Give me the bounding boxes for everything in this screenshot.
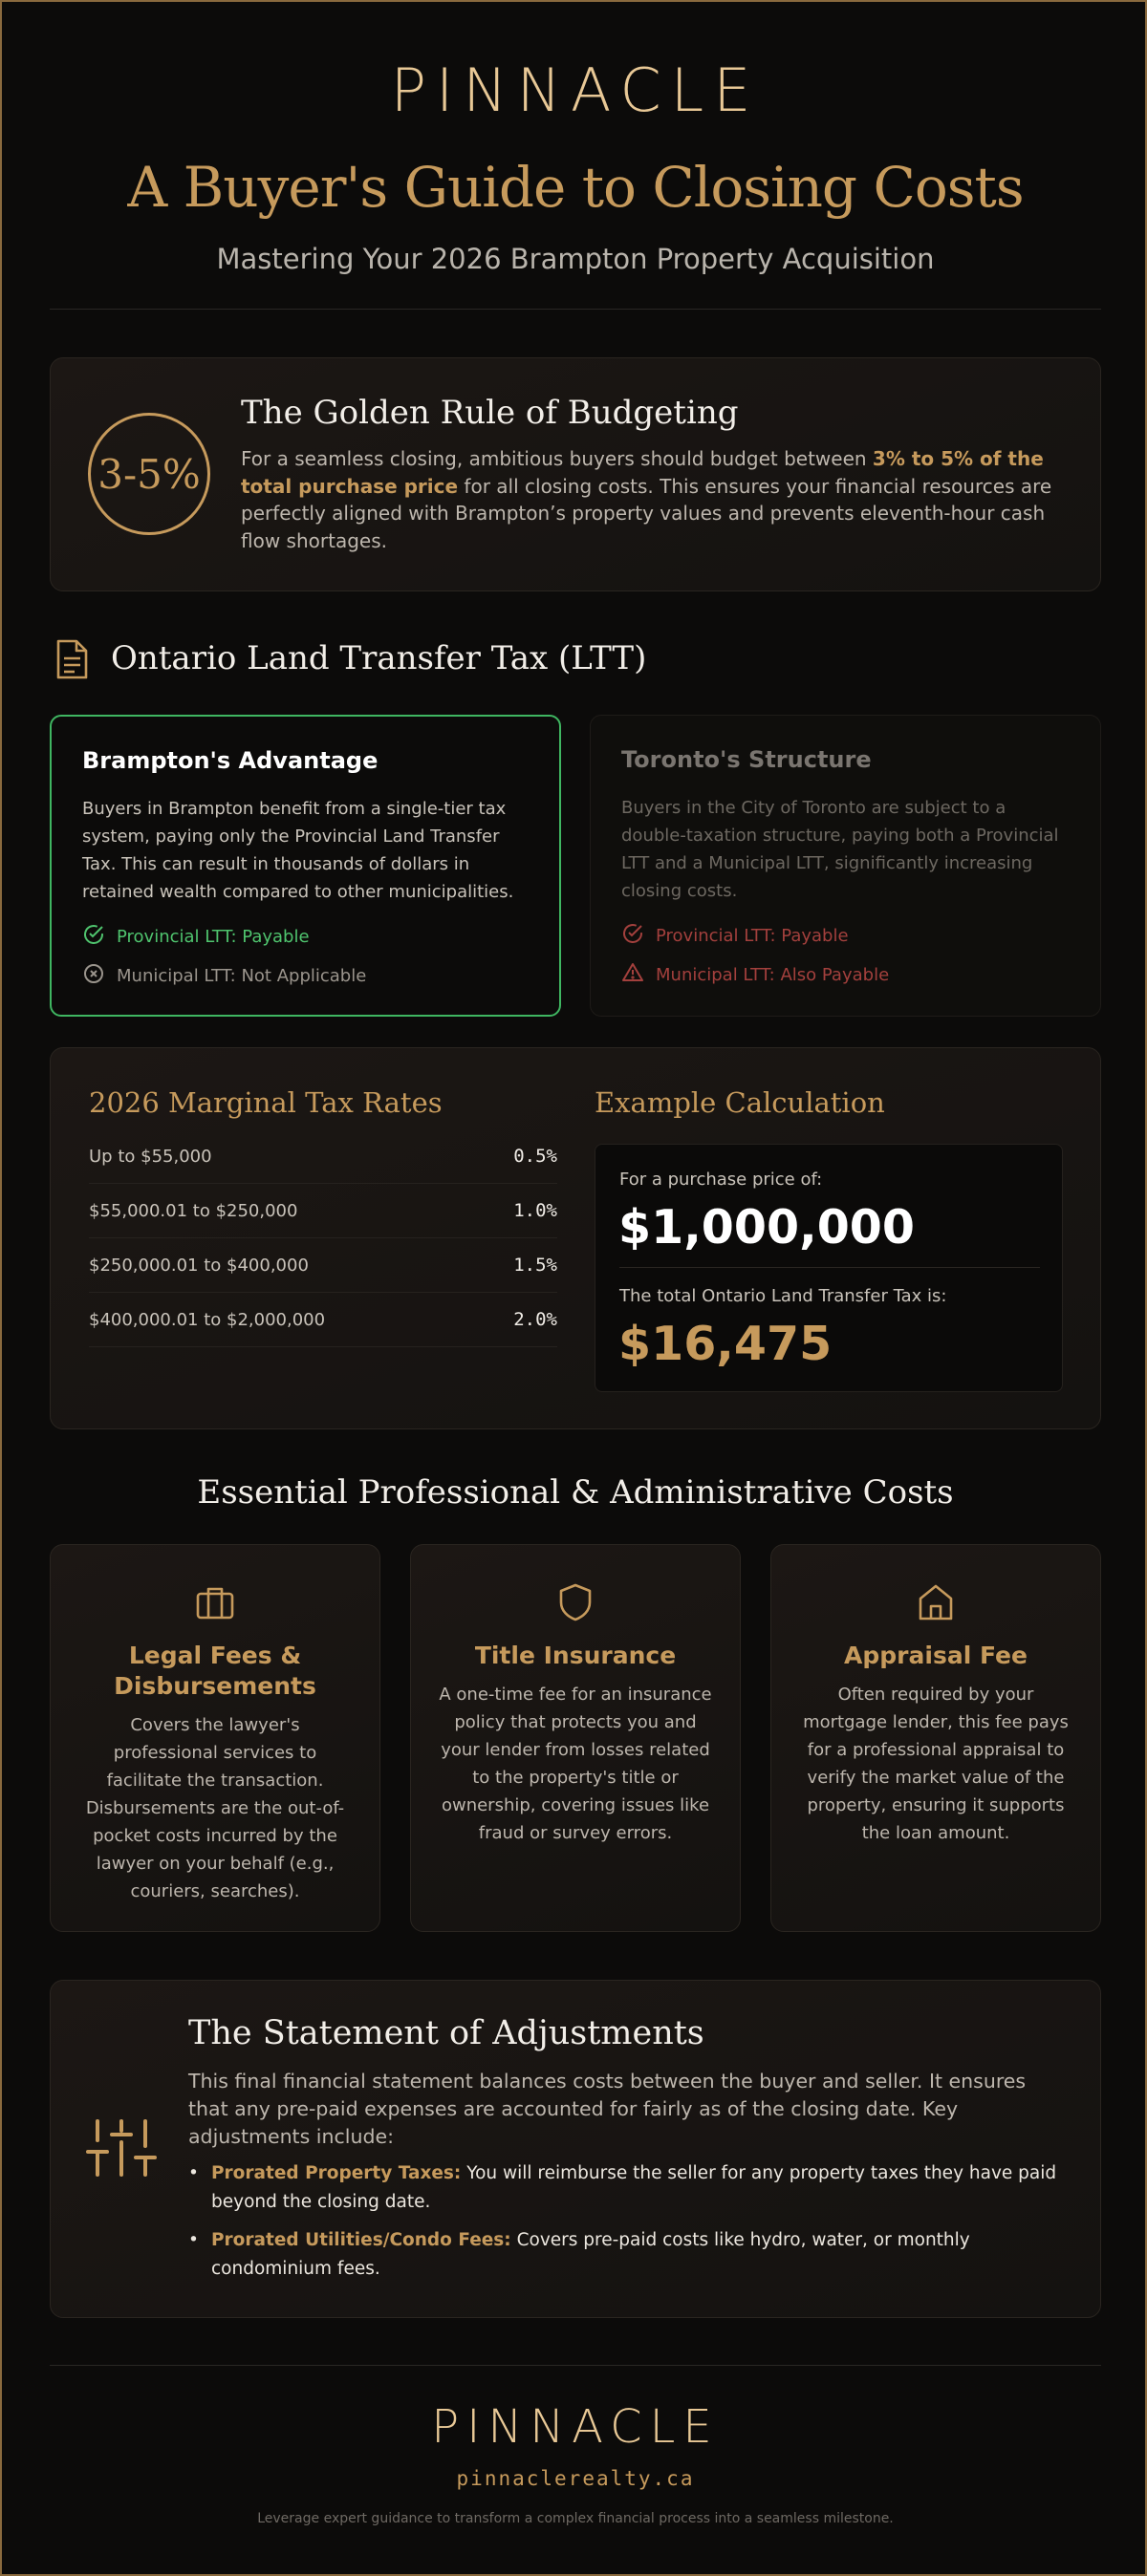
divider [50, 2365, 1101, 2366]
page-title: A Buyer's Guide to Closing Costs [127, 155, 1024, 220]
title-insurance-title: Title Insurance [474, 1642, 677, 1669]
shield-icon [554, 1581, 596, 1623]
adjustments-list [188, 2159, 1068, 2293]
rates-heading: 2026 Marginal Tax Rates [89, 1086, 443, 1119]
sliders-icon [86, 2117, 157, 2179]
golden-rule-text-part: For a seamless closing, ambitious buyers should budget between [241, 447, 873, 470]
footer-logo: PINNACLE [431, 2400, 720, 2454]
warning-triangle-icon [621, 961, 656, 989]
brampton-provincial-label: Provincial LTT: Payable [117, 927, 310, 947]
toronto-provincial-label: Provincial LTT: Payable [656, 926, 849, 946]
x-circle-icon [82, 962, 117, 990]
briefcase-icon [194, 1581, 236, 1623]
toronto-municipal-line [621, 961, 1070, 989]
list-item-label: Prorated Property Taxes: [211, 2163, 462, 2183]
list-item-label: Prorated Utilities/Condo Fees: [211, 2230, 511, 2250]
toronto-municipal-label: Municipal LTT: Also Payable [656, 965, 890, 985]
divider [50, 309, 1101, 310]
price-label: For a purchase price of: [619, 1170, 823, 1190]
list-item-text: You will reimburse the seller for any property taxes they have paid beyond the closing date. [211, 2163, 1057, 2212]
brampton-municipal-line [82, 962, 529, 990]
legal-fees-title: Legal Fees & Disbursements [114, 1642, 316, 1700]
rate-range: $400,000.01 to $2,000,000 [89, 1309, 326, 1330]
table-row [89, 1238, 557, 1293]
example-box [595, 1144, 1063, 1392]
brampton-title: Brampton's Advantage [82, 747, 379, 774]
ltt-heading: Ontario Land Transfer Tax (LTT) [111, 639, 647, 677]
rates-table [89, 1129, 557, 1347]
brampton-provincial-line [82, 923, 529, 951]
brampton-card [50, 715, 561, 1017]
golden-rule-text-part: for all closing costs. This ensures your financial resources are perfectly aligned with Brampton’s property values and prevents eleventh-hour cash flow shortages. [241, 474, 1052, 552]
rate-value: 1.5% [513, 1255, 557, 1276]
table-row [89, 1184, 557, 1238]
golden-rule-text [241, 445, 1063, 554]
professional-heading: Essential Professional & Administrative Costs [197, 1473, 954, 1512]
tax-label: The total Ontario Land Transfer Tax is: [619, 1286, 947, 1306]
appraisal-fee-text: Often required by your mortgage lender, this fee pays for a professional appraisal to verify the market value of the property, ensuring it supports the loan amount. [803, 1685, 1069, 1843]
appraisal-fee-card [770, 1544, 1101, 1932]
rate-value: 2.0% [513, 1309, 557, 1330]
adjustments-text: This final financial statement balances costs between the buyer and seller. It ensures that any pre-paid expenses are accounted for fairly as of the closing date. Key adjustments include: [188, 2070, 1027, 2148]
rate-range: Up to $55,000 [89, 1146, 212, 1167]
website-link[interactable]: pinnaclerealty.ca [456, 2467, 695, 2490]
check-circle-icon [621, 922, 656, 950]
percentage-badge: 3-5% [88, 413, 210, 535]
title-insurance-card [410, 1544, 741, 1932]
toronto-provincial-line [621, 922, 1070, 950]
list-item [188, 2226, 1068, 2284]
home-icon [915, 1581, 957, 1623]
adjustments-heading: The Statement of Adjustments [188, 2014, 704, 2052]
golden-rule-heading: The Golden Rule of Budgeting [241, 394, 739, 432]
page-subtitle: Mastering Your 2026 Brampton Property Acquisition [216, 243, 935, 275]
toronto-text: Buyers in the City of Toronto are subject to a double-taxation structure, paying both a Provincial LTT and a Municipal LTT, significantly increasing closing costs. [621, 798, 1059, 901]
check-circle-icon [82, 923, 117, 951]
table-row [89, 1293, 557, 1347]
legal-fees-card [50, 1544, 380, 1932]
footer-tagline: Leverage expert guidance to transform a complex financial process into a seamless milestone. [257, 2511, 894, 2526]
purchase-price: $1,000,000 [618, 1200, 915, 1255]
document-icon [54, 638, 90, 680]
toronto-card [590, 715, 1101, 1017]
toronto-title: Toronto's Structure [621, 746, 872, 773]
legal-fees-text: Covers the lawyer's professional services to facilitate the transaction. Disbursements are the out-of-pocket costs incurred by the lawyer on your behalf (e.g., couriers, searches). [85, 1715, 345, 1901]
title-insurance-text: A one-time fee for an insurance policy that protects you and your lender from losses related to the property's title or ownership, covering issues like fraud or survey errors. [439, 1685, 712, 1843]
rate-value: 1.0% [513, 1200, 557, 1221]
logo: PINNACLE [390, 55, 761, 125]
golden-rule-highlight: 3% to 5% of the total purchase price [241, 447, 1044, 498]
brampton-text: Buyers in Brampton benefit from a single-tier tax system, paying only the Provincial Land Transfer Tax. This can result in thousands of dollars in retained wealth compared to other municipalities. [82, 799, 514, 902]
brampton-municipal-label: Municipal LTT: Not Applicable [117, 966, 367, 986]
rate-range: $250,000.01 to $400,000 [89, 1255, 309, 1276]
total-tax: $16,475 [618, 1317, 833, 1371]
appraisal-fee-title: Appraisal Fee [844, 1642, 1028, 1669]
example-heading: Example Calculation [595, 1086, 885, 1119]
rate-range: $55,000.01 to $250,000 [89, 1200, 298, 1221]
table-row [89, 1129, 557, 1184]
rate-value: 0.5% [513, 1146, 557, 1167]
list-item [188, 2159, 1068, 2217]
list-item-text: Covers pre-paid costs like hydro, water, or monthly condominium fees. [211, 2230, 970, 2279]
divider [619, 1267, 1040, 1268]
